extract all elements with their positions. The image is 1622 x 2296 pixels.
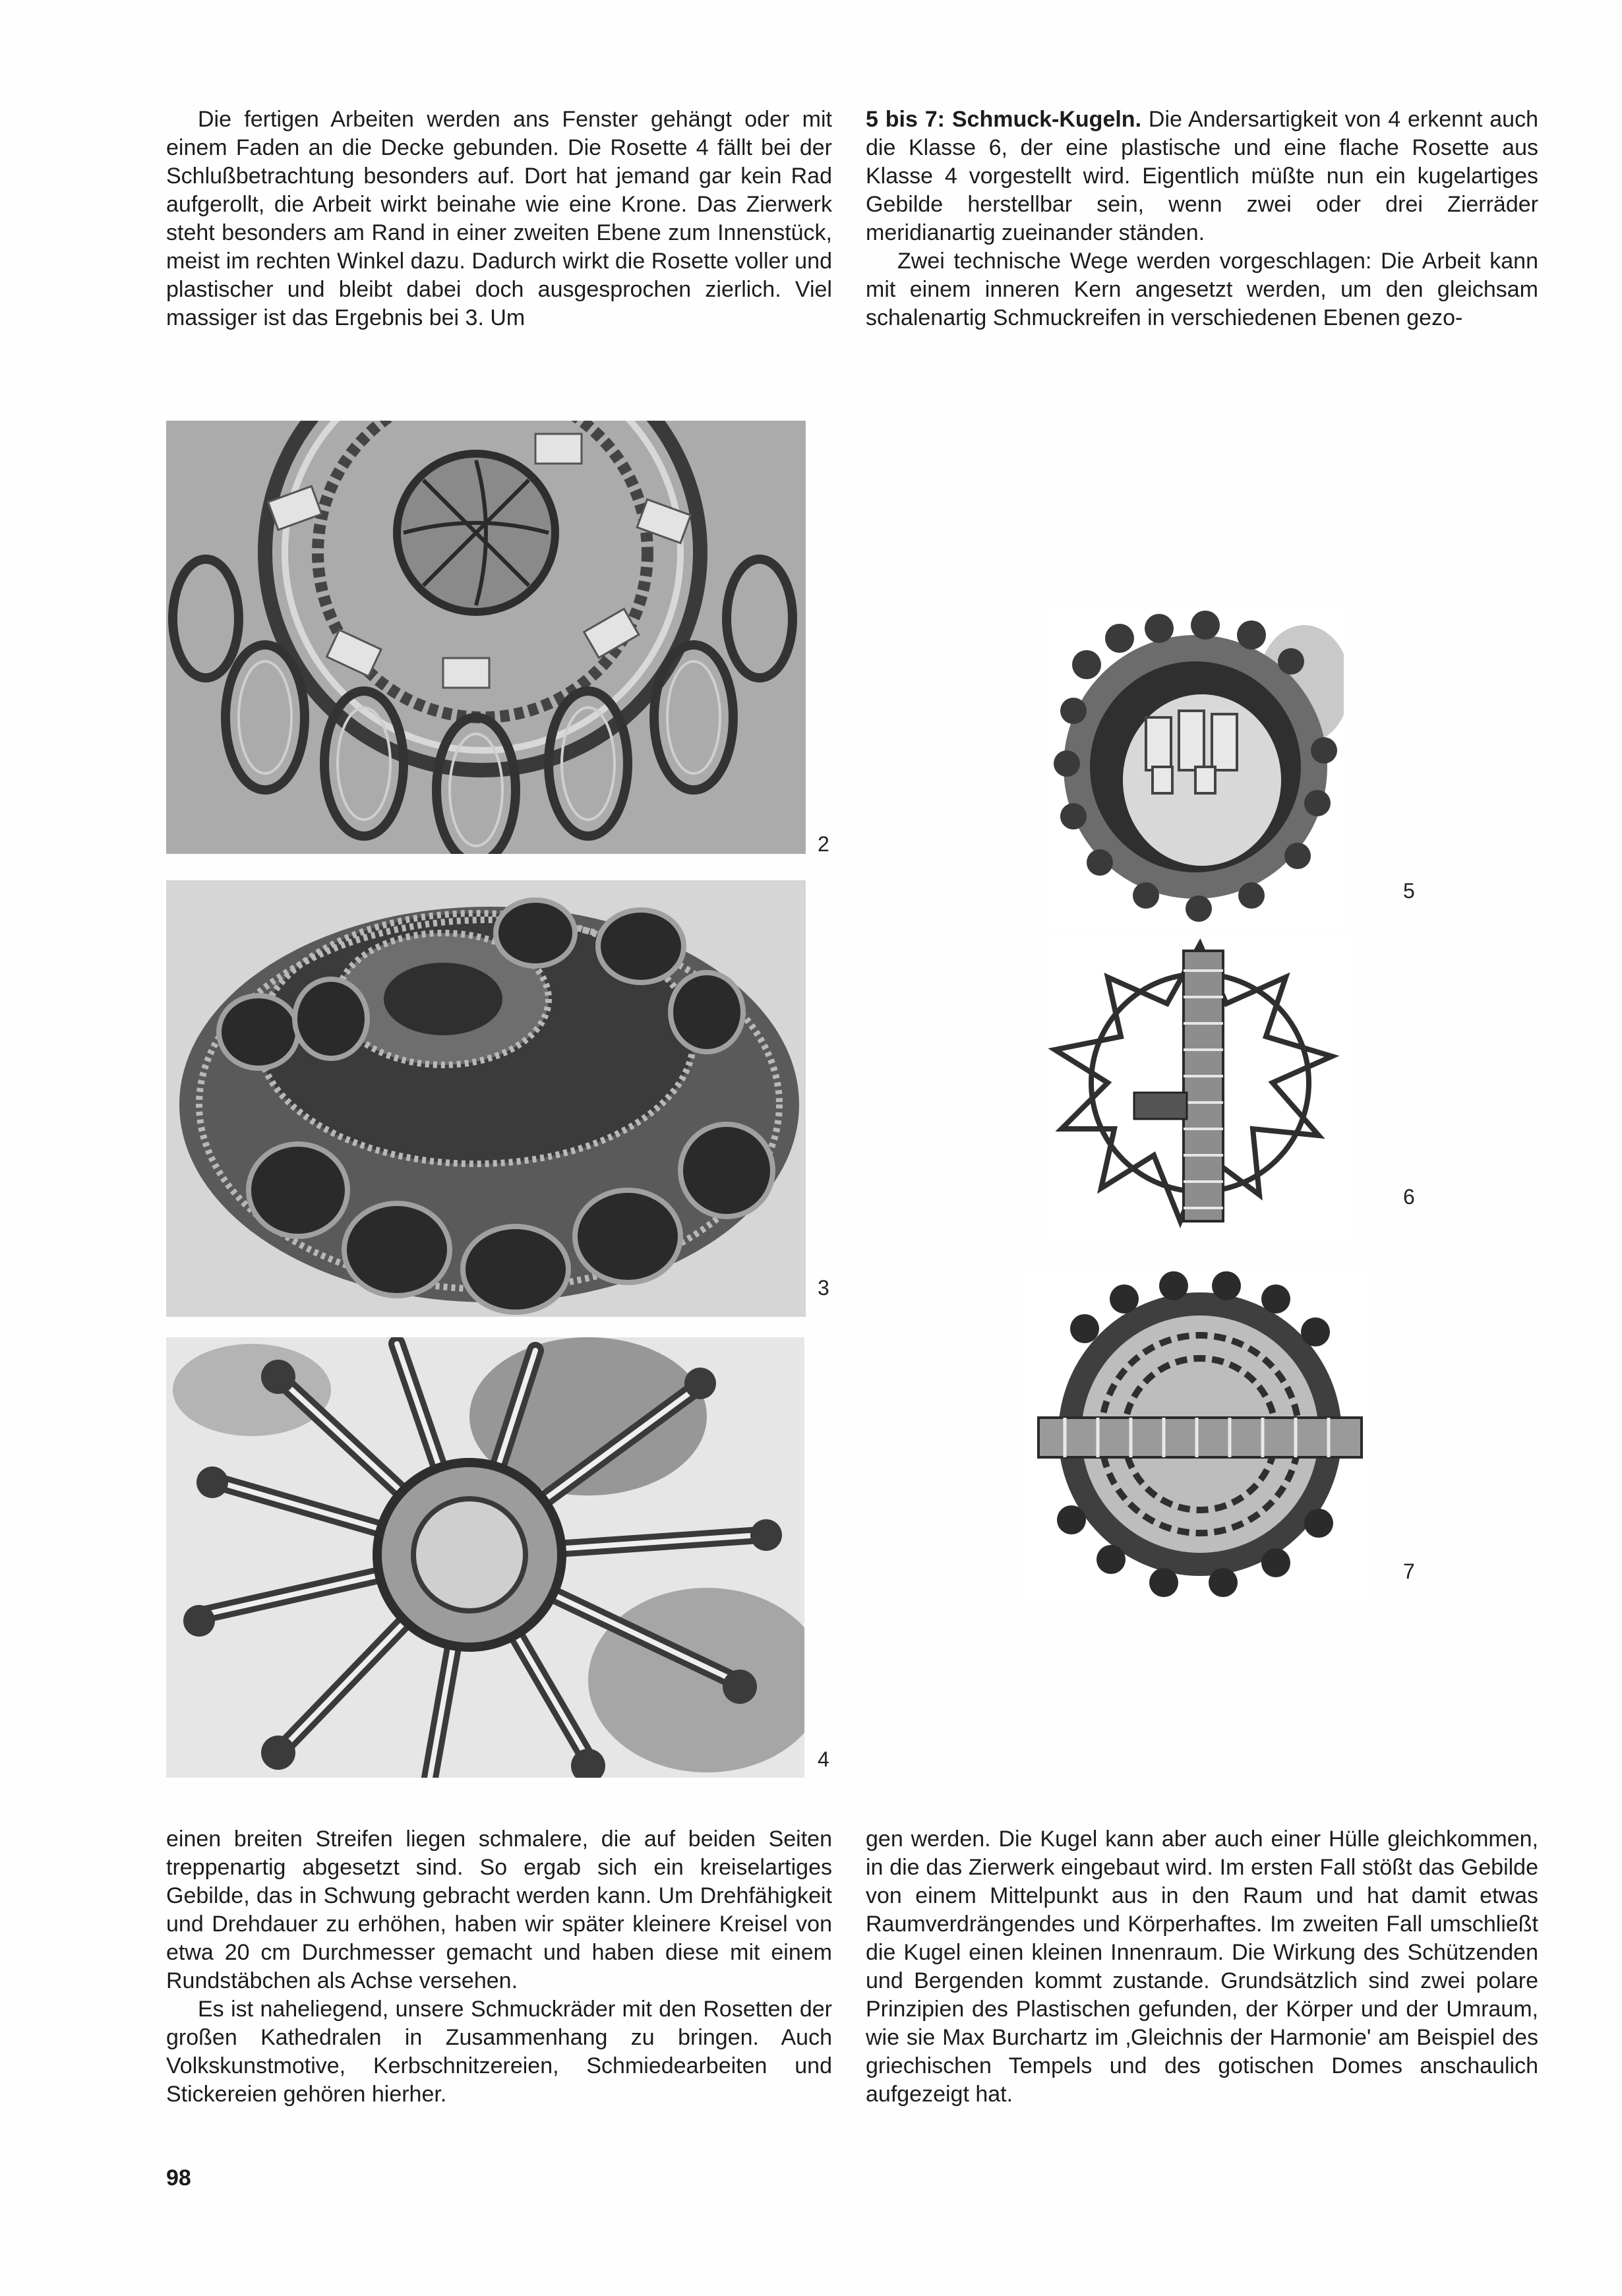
paragraph: einen breiten Streifen liegen schmalere, die auf beiden Seiten treppenartig abgesetzt sind. So ergab sich ein kreiselartiges Gebilde, das in Schwung gebracht werden kann. Um Drehfähigkeit und Drehdauer zu erhöhen, haben wir später kleinere Kreisel von etwa 20 cm Durchmesser gemacht und haben diese mit einem Rundstäbchen als Achse versehen.	[166, 1827, 832, 1993]
page-number: 98	[166, 2165, 191, 2190]
photo-figure-6	[1048, 931, 1352, 1241]
figure-number-4: 4	[818, 1747, 829, 1771]
figure-number-7: 7	[1403, 1559, 1415, 1583]
text-column-bottom-left	[166, 1825, 832, 2109]
figure-number-6: 6	[1403, 1185, 1415, 1209]
rosette-photo	[166, 880, 806, 1317]
sphere-photo	[1047, 605, 1344, 927]
paragraph: Es ist naheliegend, unsere Schmuckräder mit den Rosetten der großen Kathedralen in Zusammenhang zu bringen. Auch Volkskunstmotive, Kerbschnitzereien, Schmiedearbeiten und Stickereien gehören hierher.	[166, 1997, 832, 2107]
paragraph: Die fertigen Arbeiten werden ans Fenster gehängt oder mit einem Faden an die Decke gebunden. Die Rosette 4 fällt bei der Schlußbetrachtung besonders auf. Dort hat jemand gar kein Rad aufgerollt, die Arbeit wirkt beinahe wie eine Krone. Das Zierwerk steht besonders am Rand in einer zweiten Ebene zum Innenstück, meist im rechten Winkel dazu. Dadurch wirkt die Rosette voller und plastischer und bleibt dabei doch ausgesprochen zierlich. Viel massiger ist das Ergebnis bei 3. Um	[166, 107, 832, 330]
figure-number-3: 3	[818, 1276, 829, 1300]
figure-number-5: 5	[1403, 879, 1415, 903]
paragraph-heading	[866, 106, 1538, 247]
sphere-photo	[1025, 1269, 1371, 1599]
photo-figure-2	[166, 421, 806, 854]
rosette-photo	[166, 1337, 804, 1778]
sphere-photo	[1048, 931, 1352, 1241]
section-heading: 5 bis 7: Schmuck-Kugeln.	[866, 107, 1142, 132]
text-column-bottom-right	[866, 1825, 1538, 2109]
photo-figure-3	[166, 880, 806, 1317]
paragraph-text: Die Andersartigkeit von 4 erkennt auch die Klasse 6, der eine plastische und eine flache Rosette aus Klasse 4 vorgestellt wird. Eigentlich müßte nun ein kugelartiges Gebilde herstellbar sein, wenn zwei oder drei Zierräder meridianartig zueinander ständen.	[866, 107, 1538, 245]
paragraph: gen werden. Die Kugel kann aber auch einer Hülle gleichkommen, in die das Zierwerk eingebaut wird. Im ersten Fall stößt das Gebilde von einem Mittelpunkt aus in den Raum und hat damit etwas Raumverdrängendes und Körperhaftes. Im zweiten Fall umschließt die Kugel einen kleinen Innenraum. Die Wirkung des Schützenden und Bergenden kommt zustande. Grundsätzlich sind zwei polare Prinzipien des Plastischen gefunden, der Körper und der Umraum, wie sie Max Burchartz im ‚Gleichnis der Harmonie' am Beispiel des griechischen Tempels und des gotischen Domes anschaulich aufgezeigt hat.	[866, 1827, 1538, 2107]
photo-figure-4	[166, 1337, 804, 1778]
photo-figure-5	[1047, 605, 1344, 927]
text-column-top-right	[866, 106, 1538, 332]
figure-number-2: 2	[818, 832, 829, 856]
text-column-top-left	[166, 106, 832, 332]
photo-figure-7	[1025, 1269, 1371, 1599]
rosette-photo	[166, 421, 806, 854]
paragraph: Zwei technische Wege werden vorgeschlagen: Die Arbeit kann mit einem inneren Kern angesetzt werden, um den gleichsam schalenartig Schmuckreifen in verschiedenen Ebenen gezo-	[866, 249, 1538, 330]
